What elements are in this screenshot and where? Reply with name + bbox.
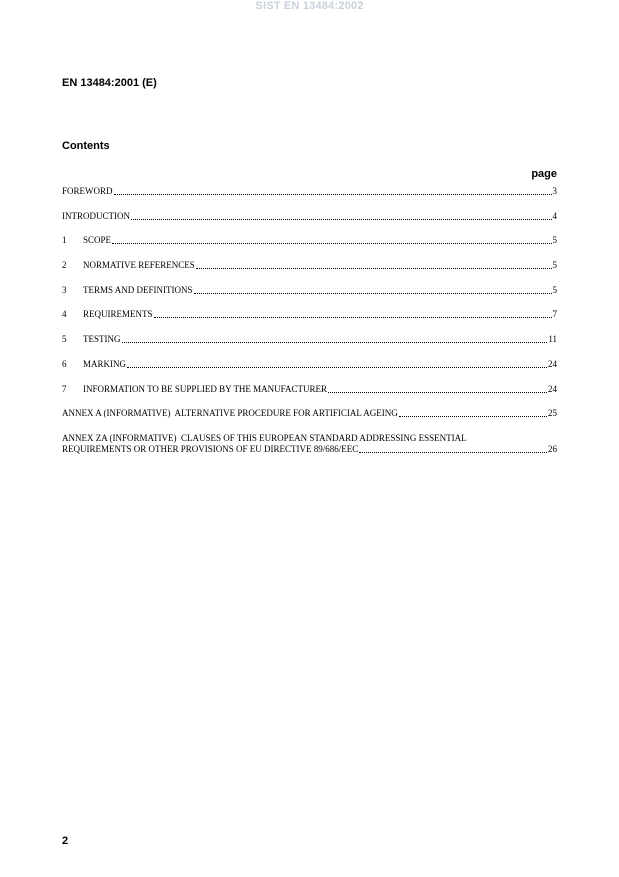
- toc-entry-title-line2: REQUIREMENTS OR OTHER PROVISIONS OF EU DIRECTIVE 89/686/EEC: [62, 443, 359, 454]
- toc-entry-title: TERMS AND DEFINITIONS: [83, 284, 193, 295]
- dot-leader: [154, 317, 552, 318]
- dot-leader: [359, 452, 547, 453]
- toc-entry-information-supplied[interactable]: [62, 384, 557, 395]
- dot-leader: [122, 342, 548, 343]
- toc-entry-page: 7: [552, 309, 557, 320]
- toc-entry-page: 3: [552, 186, 557, 196]
- dot-leader: [196, 268, 552, 269]
- toc-entry-title: TESTING: [83, 334, 121, 345]
- dot-leader: [194, 293, 552, 294]
- toc-entry-title-line1: ANNEX ZA (INFORMATIVE) CLAUSES OF THIS EUROPEAN STANDARD ADDRESSING ESSENTIAL: [62, 432, 467, 443]
- table-of-contents: [62, 186, 557, 469]
- dot-leader: [127, 367, 547, 368]
- toc-entry-title: MARKING: [83, 358, 127, 369]
- toc-entry-title: INFORMATION TO BE SUPPLIED BY THE MANUFACTURER: [83, 383, 328, 394]
- toc-entry-number: 4: [62, 309, 67, 320]
- dot-leader: [112, 243, 551, 244]
- toc-entry-title: INTRODUCTION: [62, 210, 130, 221]
- toc-entry-number: 1: [62, 235, 67, 246]
- toc-entry-testing[interactable]: [62, 334, 557, 345]
- toc-entry-number: 3: [62, 284, 67, 295]
- dot-leader: [131, 219, 552, 220]
- toc-entry-normative-references[interactable]: [62, 260, 557, 271]
- page-column-label: page: [531, 168, 557, 180]
- dot-leader: [114, 194, 552, 195]
- toc-entry-title: REQUIREMENTS: [83, 309, 153, 320]
- toc-entry-title: NORMATIVE REFERENCES: [83, 260, 195, 271]
- toc-entry-page: 24: [548, 383, 557, 394]
- toc-entry-page: 25: [548, 408, 557, 419]
- dot-leader: [399, 416, 547, 417]
- toc-entry-page: 26: [548, 443, 557, 454]
- toc-entry-page: 11: [548, 334, 557, 345]
- toc-entry-page: 24: [548, 358, 557, 369]
- toc-entry-requirements[interactable]: [62, 309, 557, 320]
- page-number: 2: [62, 835, 69, 847]
- toc-entry-title: ANNEX A (INFORMATIVE) ALTERNATIVE PROCEDURE FOR ARTIFICIAL AGEING: [62, 408, 398, 419]
- watermark: SIST EN 13484:2002: [255, 0, 364, 12]
- toc-entry-number: 2: [62, 260, 67, 271]
- toc-entry-introduction[interactable]: [62, 211, 557, 222]
- toc-entry-scope[interactable]: [62, 235, 557, 246]
- toc-entry-number: 5: [62, 334, 67, 345]
- document-id: EN 13484:2001 (E): [62, 77, 157, 89]
- toc-entry-foreword[interactable]: [62, 186, 557, 197]
- toc-entry-page: 5: [552, 260, 557, 271]
- toc-entry-title: SCOPE: [83, 235, 112, 246]
- toc-entry-annex-a[interactable]: [62, 408, 557, 419]
- contents-heading: Contents: [62, 140, 110, 152]
- dot-leader: [328, 392, 547, 393]
- toc-entry-title-line2-row: [62, 444, 557, 455]
- toc-entry-terms-and-definitions[interactable]: [62, 285, 557, 296]
- toc-entry-page: 5: [552, 235, 557, 246]
- toc-entry-annex-za[interactable]: [62, 433, 557, 455]
- toc-entry-number: 7: [62, 383, 67, 394]
- toc-entry-marking[interactable]: [62, 359, 557, 370]
- toc-entry-page: 5: [552, 284, 557, 295]
- toc-entry-page: 4: [552, 210, 557, 221]
- toc-entry-title: FOREWORD: [62, 186, 113, 196]
- toc-entry-number: 6: [62, 358, 67, 369]
